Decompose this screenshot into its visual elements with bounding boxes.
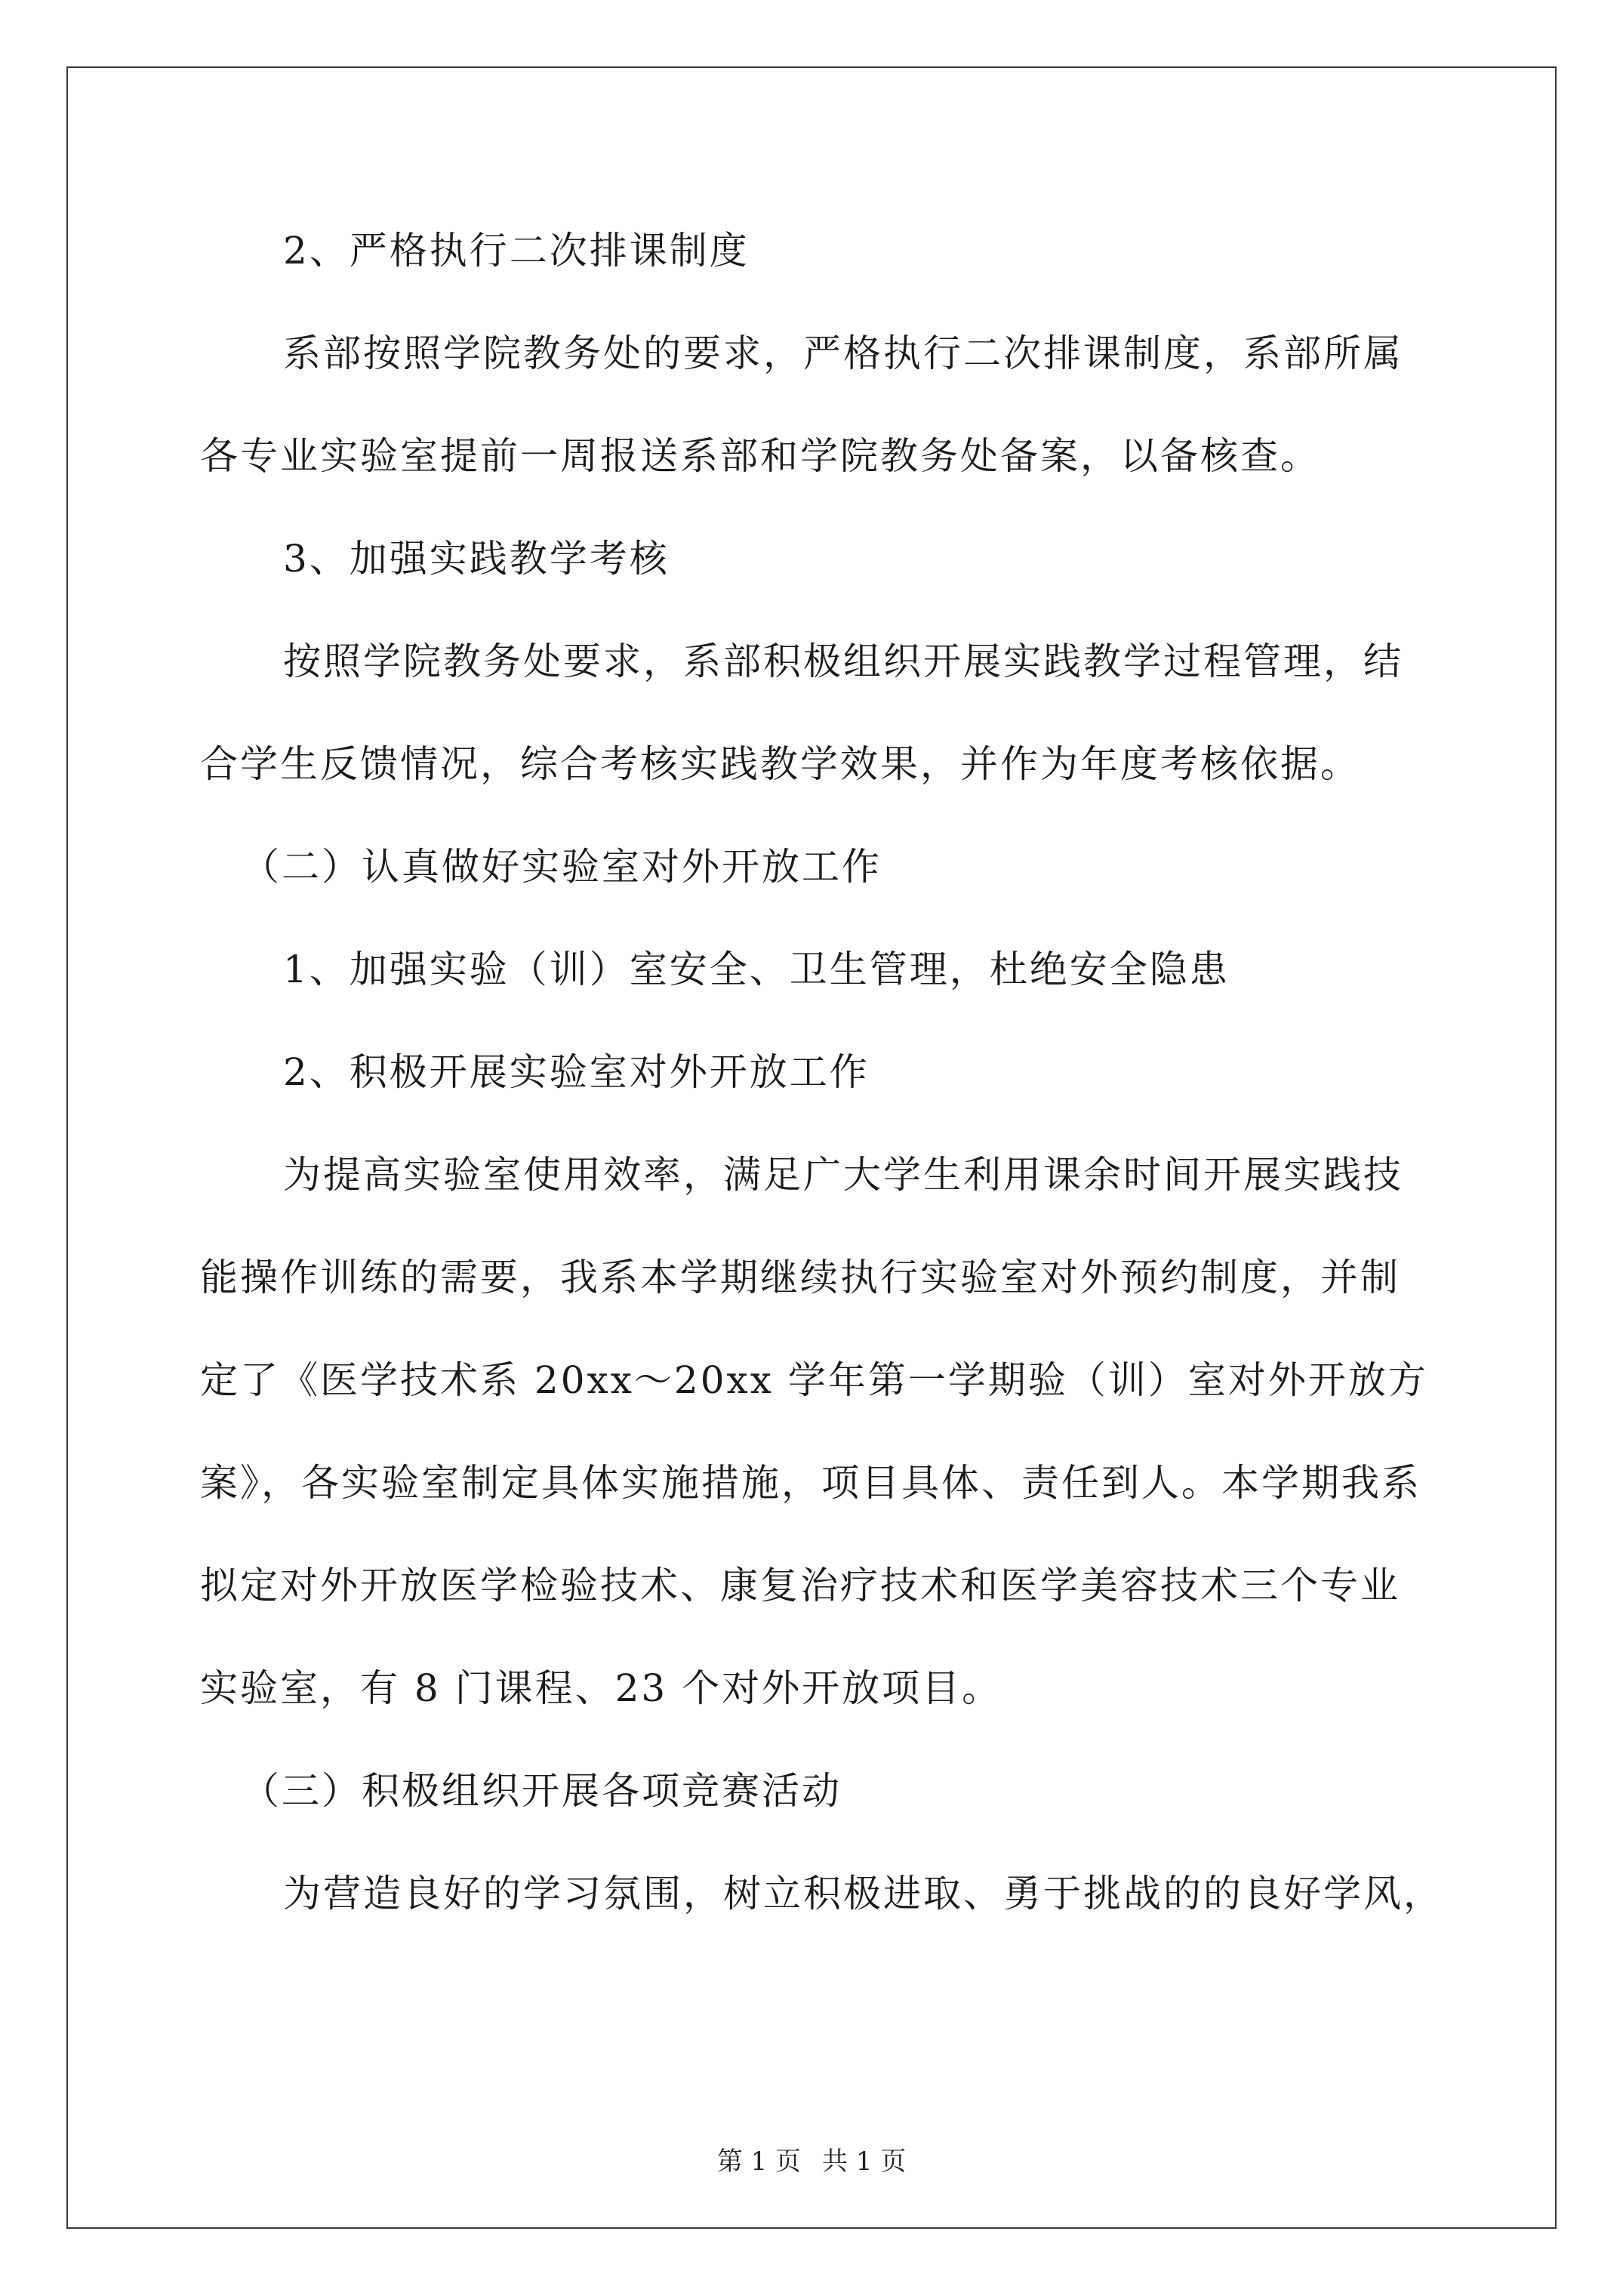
section-heading: 3、加强实践教学考核	[283, 537, 670, 581]
page-total: 共 1 页	[822, 2147, 907, 2177]
paragraph-line: 各专业实验室提前一周报送系部和学院教务处备案，以备核查。	[200, 434, 1320, 478]
paragraph-line: 按照学院教务处要求，系部积极组织开展实践教学过程管理，结	[283, 639, 1403, 683]
section-heading: （二）认真做好实验室对外开放工作	[242, 845, 882, 889]
paragraph-line: 定了《医学技术系 20xx～20xx 学年第一学期验（训）室对外开放方	[200, 1358, 1428, 1402]
page-number: 第 1 页	[716, 2147, 801, 2177]
paragraph-line: 拟定对外开放医学检验技术、康复治疗技术和医学美容技术三个专业	[200, 1564, 1400, 1607]
paragraph-line: 案》，各实验室制定具体实施措施，项目具体、责任到人。本学期我系	[200, 1461, 1421, 1505]
page-footer	[0, 2147, 1623, 2177]
section-heading: 2、积极开展实验室对外开放工作	[283, 1050, 870, 1094]
section-heading: （三）积极组织开展各项竞赛活动	[242, 1769, 842, 1813]
paragraph-line: 为提高实验室使用效率，满足广大学生利用课余时间开展实践技	[283, 1153, 1403, 1197]
section-heading: 2、严格执行二次排课制度	[283, 229, 750, 273]
paragraph-line: 为营造良好的学习氛围，树立积极进取、勇于挑战的的良好学风，	[283, 1872, 1443, 1915]
section-heading: 1、加强实验（训）室安全、卫生管理，杜绝安全隐患	[283, 948, 1230, 991]
paragraph-line: 实验室，有 8 门课程、23 个对外开放项目。	[200, 1666, 1002, 1710]
paragraph-line: 合学生反馈情况，综合考核实践教学效果，并作为年度考核依据。	[200, 742, 1360, 786]
paragraph-line: 系部按照学院教务处的要求，严格执行二次排课制度，系部所属	[283, 331, 1403, 375]
paragraph-line: 能操作训练的需要，我系本学期继续执行实验室对外预约制度，并制	[200, 1256, 1400, 1299]
